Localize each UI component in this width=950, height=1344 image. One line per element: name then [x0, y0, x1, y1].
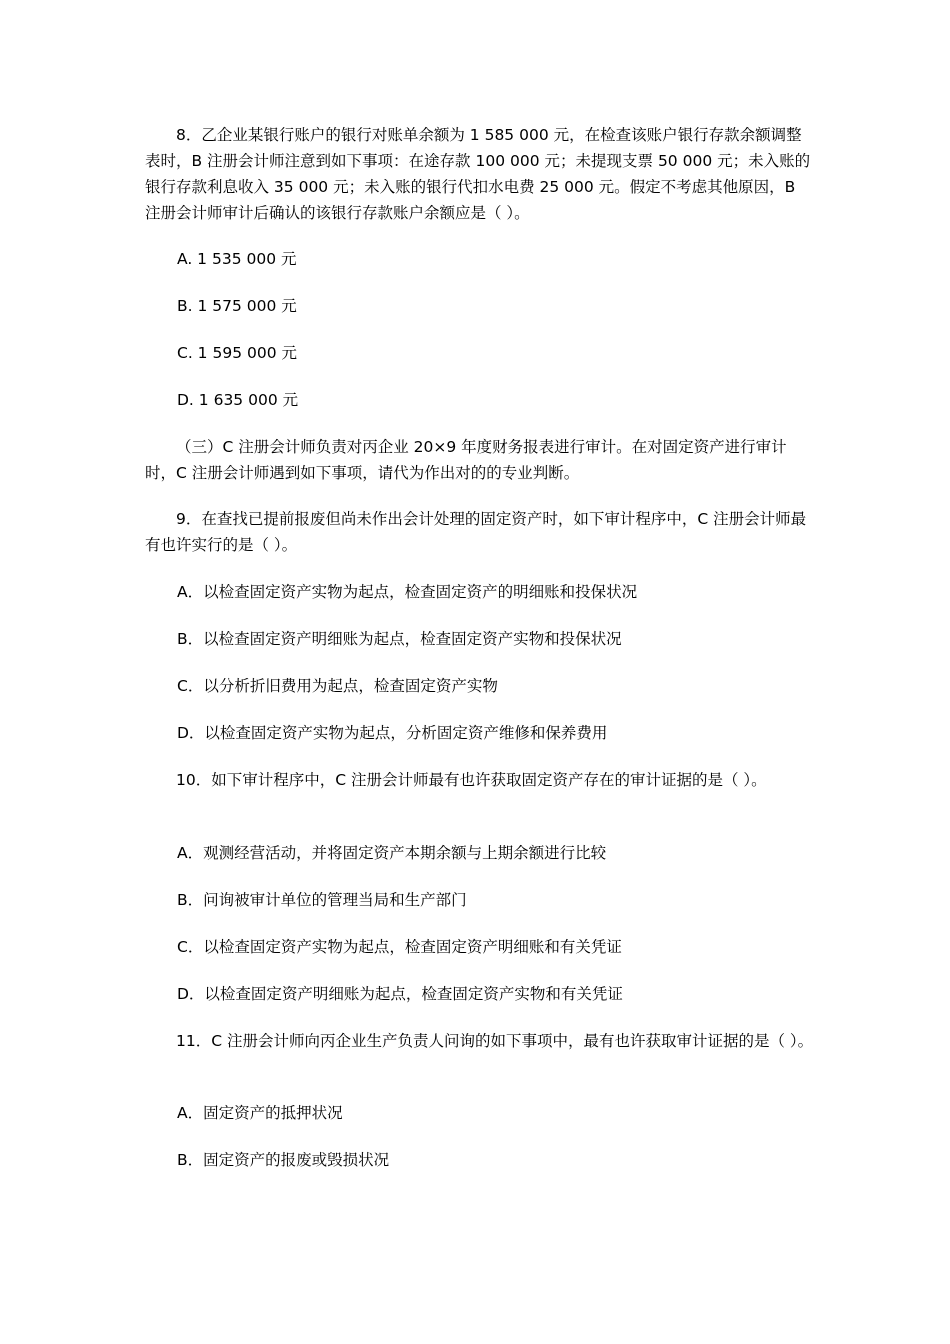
question-10-option-d: D．以检查固定资产明细账为起点，检查固定资产实物和有关凭证 [177, 985, 623, 1003]
question-9-option-a: A．以检查固定资产实物为起点，检查固定资产的明细账和投保状况 [177, 583, 638, 601]
question-8-option-a: A. 1 535 000 元 [177, 250, 297, 268]
question-10-option-a: A．观测经营活动，并将固定资产本期余额与上期余额进行比较 [177, 844, 607, 862]
question-10-option-c: C．以检查固定资产实物为起点，检查固定资产明细账和有关凭证 [177, 938, 622, 956]
question-11-stem: 11．C 注册会计师向丙企业生产负责人问询的如下事项中，最有也许获取审计证据的是（ ）。 [176, 1032, 814, 1050]
section-3-intro: （三）C 注册会计师负责对丙企业 20×9 年度财务报表进行审计。在对固定资产进行审计时，C 注册会计师遇到如下事项，请代为作出对的的专业判断。 [145, 438, 787, 482]
question-10-stem: 10．如下审计程序中，C 注册会计师最有也许获取固定资产存在的审计证据的是（ ）。 [176, 771, 767, 789]
question-8-option-b: B. 1 575 000 元 [177, 297, 297, 315]
question-11-option-a: A．固定资产的抵押状况 [177, 1104, 343, 1122]
question-8-stem: 8．乙企业某银行账户的银行对账单余额为 1 585 000 元，在检查该账户银行存款余额调整表时，B 注册会计师注意到如下事项：在途存款 100 000 元；未提现支票 50 000 元；未入账的银行存款利息收入 35 000 元；未入账的银行代扣水电费 25 000 元。假定不考虑其他原因，B 注册会计师审计后确认的该银行存款账户余额应是（ ）。 [145, 126, 811, 222]
question-8-option-c: C. 1 595 000 元 [177, 344, 297, 362]
question-11-option-b: B．固定资产的报废或毁损状况 [177, 1151, 390, 1169]
question-9-option-b: B．以检查固定资产明细账为起点，检查固定资产实物和投保状况 [177, 630, 622, 648]
question-9-option-c: C．以分析折旧费用为起点，检查固定资产实物 [177, 677, 498, 695]
question-9-option-d: D．以检查固定资产实物为起点，分析固定资产维修和保养费用 [177, 724, 608, 742]
question-10-option-b: B．问询被审计单位的管理当局和生产部门 [177, 891, 467, 909]
question-9-stem: 9．在查找已提前报废但尚未作出会计处理的固定资产时，如下审计程序中，C 注册会计师最有也许实行的是（ ）。 [145, 510, 807, 554]
question-8-option-d: D. 1 635 000 元 [177, 391, 299, 409]
